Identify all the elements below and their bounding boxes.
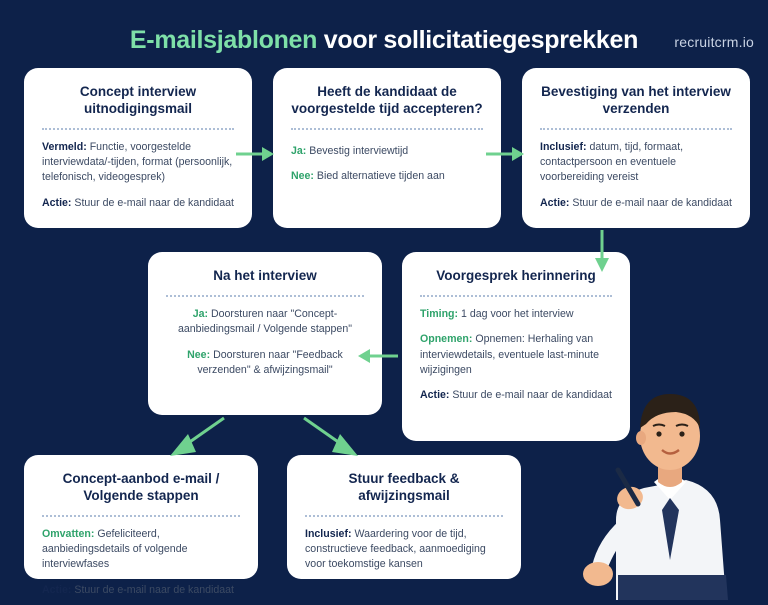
card-line <box>42 140 234 186</box>
card-send-confirmation[interactable] <box>522 68 750 228</box>
card-body <box>166 307 364 378</box>
card-title: Stuur feedback & afwijzingsmail <box>348 471 460 503</box>
card-title: Concept interview uitnodigingsmail <box>79 84 197 116</box>
page-title-rest: voor sollicitatiegesprekken <box>323 26 639 54</box>
card-line-text: Opnemen: Herhaling van interviewdetails, eventuele last-minute wijzigingen <box>420 333 600 376</box>
arrow-invite-to-accept <box>234 146 276 162</box>
brand-label: recruitcrm.io <box>674 34 754 50</box>
card-line <box>540 140 732 186</box>
card-line <box>42 527 240 573</box>
arrow-reminder-to-after <box>352 348 400 364</box>
card-line <box>420 307 612 322</box>
card-line-label: Timing: <box>420 307 459 320</box>
card-title: Na het interview <box>213 268 317 283</box>
card-line-label: Ja: <box>192 307 209 320</box>
card-line <box>166 348 364 379</box>
card-line-text: Stuur de e-mail naar de kandidaat <box>74 196 234 209</box>
card-line <box>42 583 240 598</box>
card-line-label: Vermeld: <box>42 140 87 153</box>
card-line-label: Inclusief: <box>540 140 587 153</box>
card-line-label: Omvatten: <box>42 527 95 540</box>
divider <box>540 128 732 130</box>
card-line-text: Doorsturen naar "Feedback verzenden" & afwijzingsmail" <box>197 348 343 376</box>
card-line-label: Actie: <box>42 583 72 596</box>
card-line-text: Bevestig interviewtijd <box>309 144 409 157</box>
card-line <box>540 196 732 211</box>
card-line-text: Stuur de e-mail naar de kandidaat <box>572 196 732 209</box>
card-body <box>291 140 483 185</box>
page-title <box>130 26 638 55</box>
divider <box>42 515 240 517</box>
arrow-accept-to-confirm <box>484 146 526 162</box>
card-line-label: Actie: <box>420 389 450 402</box>
arrow-after-to-feedback <box>300 414 364 462</box>
card-line-label: Inclusief: <box>305 527 352 540</box>
card-line <box>42 196 234 211</box>
card-line-label: Ja: <box>291 144 307 157</box>
card-candidate-accepts[interactable] <box>273 68 501 228</box>
card-line-text: 1 dag voor het interview <box>461 307 574 320</box>
card-line-text: Gefeliciteerd, aanbiedingsdetails of volgende interviewfases <box>42 527 188 571</box>
card-body <box>305 527 503 573</box>
divider <box>291 128 483 130</box>
card-line-text: Stuur de e-mail naar de kandidaat <box>74 583 234 596</box>
card-line <box>166 307 364 338</box>
card-offer-next-steps[interactable] <box>24 455 258 596</box>
page-title-highlight: E-mailsjablonen <box>129 26 318 54</box>
arrow-confirm-to-reminder <box>593 228 611 274</box>
card-line-text: Doorsturen naar "Concept-aanbiedingsmail / Volgende stappen" <box>178 307 352 336</box>
card-body <box>42 140 234 211</box>
person-illustration <box>558 370 768 600</box>
card-line-label: Opnemen: <box>420 333 473 346</box>
card-line-label: Actie: <box>42 196 72 209</box>
card-line <box>305 527 503 573</box>
divider <box>420 295 612 297</box>
card-body <box>42 527 240 598</box>
divider <box>166 295 364 297</box>
card-line <box>291 144 483 159</box>
arrow-after-to-offer <box>164 414 228 462</box>
card-line-text: Functie, voorgestelde interviewdata/-tijden, format (persoonlijk, telefonisch, videogesprek) <box>42 140 233 184</box>
divider <box>42 128 234 130</box>
card-line <box>291 169 483 184</box>
card-after-interview[interactable] <box>148 252 382 415</box>
card-title: Concept-aanbod e-mail / Volgende stappen <box>62 471 220 503</box>
card-line-label: Actie: <box>540 196 570 209</box>
card-line-text: Bied alternatieve tijden aan <box>316 170 445 183</box>
card-concept-invite[interactable] <box>24 68 252 228</box>
card-line-label: Nee: <box>187 348 211 361</box>
divider <box>305 515 503 517</box>
card-feedback-rejection[interactable] <box>287 455 521 579</box>
card-line-text: Waardering voor de tijd, constructieve feedback, aanmoediging voor toekomstige kansen <box>305 527 486 571</box>
card-title: Heeft de kandidaat de voorgestelde tijd accepteren? <box>291 84 483 116</box>
card-line-text: Stuur de e-mail naar de kandidaat <box>452 389 612 402</box>
card-title: Bevestiging van het interview verzenden <box>541 84 731 116</box>
card-body <box>540 140 732 211</box>
card-line-text: datum, tijd, formaat, contactpersoon en eventuele voorbereiding vereist <box>540 140 684 184</box>
page-header <box>0 26 768 55</box>
card-title: Voorgesprek herinnering <box>436 268 596 283</box>
card-line-label: Nee: <box>291 170 314 183</box>
